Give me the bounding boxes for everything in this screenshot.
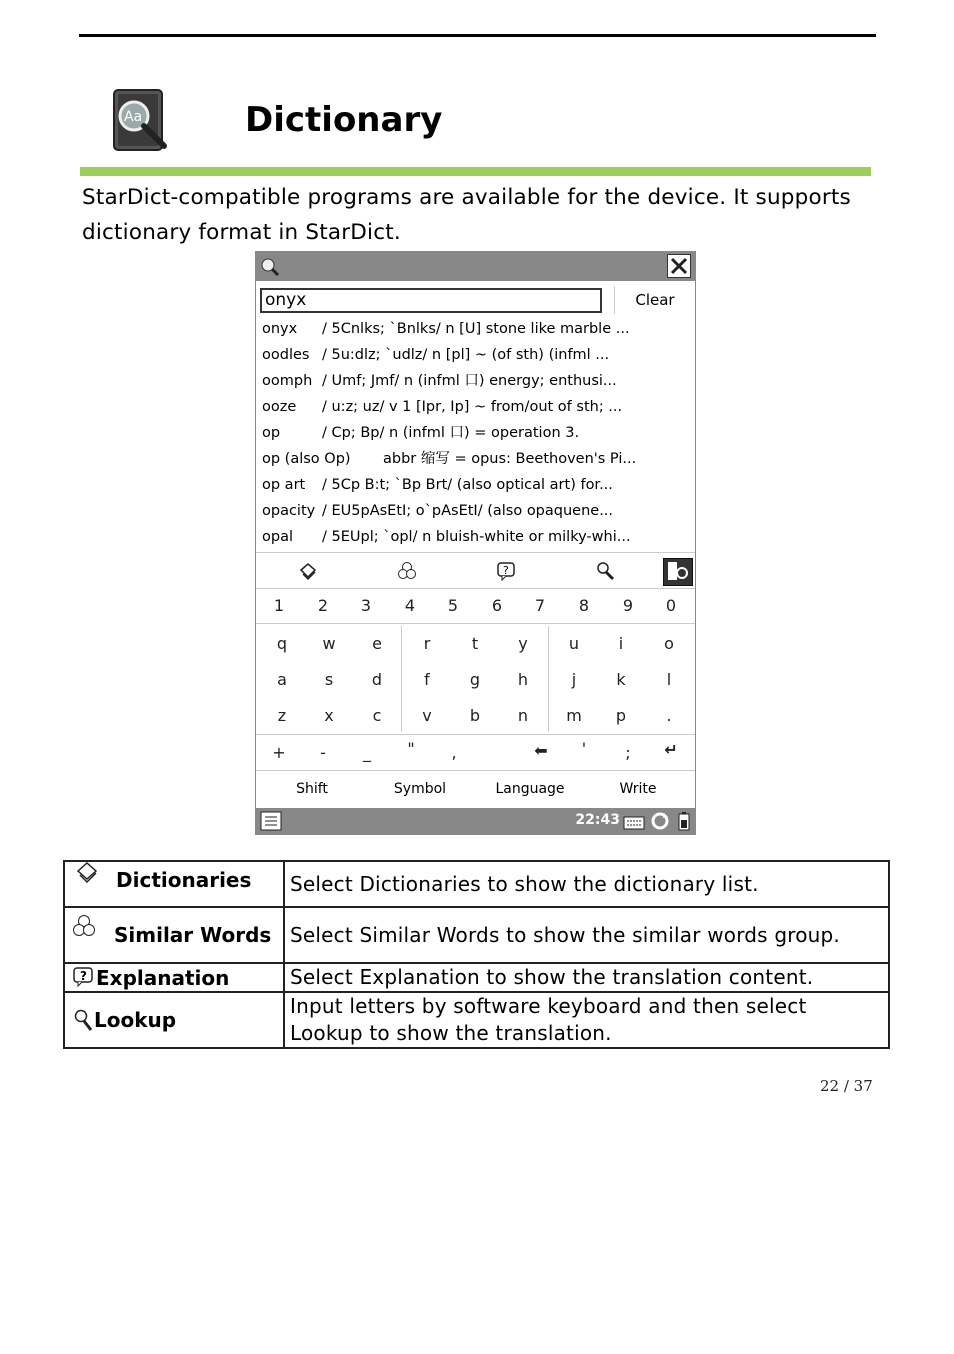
key-s[interactable]: s	[324, 670, 334, 689]
explanation-icon[interactable]	[496, 561, 516, 581]
key-o[interactable]: o	[664, 634, 674, 653]
status-bar	[256, 808, 695, 834]
table-row	[64, 992, 889, 1048]
key-8[interactable]: 8	[578, 596, 590, 615]
result-word: opal	[262, 529, 293, 545]
key-apostrophe[interactable]: '	[581, 739, 587, 758]
key-h[interactable]: h	[517, 670, 529, 689]
table-item-label: Similar Words	[114, 923, 272, 947]
key-t[interactable]: t	[471, 634, 479, 653]
dictionary-small-icon	[260, 257, 280, 281]
list-item[interactable]	[262, 368, 617, 394]
similar-words-icon	[72, 914, 96, 943]
dictionaries-icon	[75, 860, 99, 889]
similar-words-icon[interactable]	[397, 561, 417, 581]
key-semicolon[interactable]: ;	[625, 743, 631, 762]
table-item-label: Lookup	[94, 1008, 177, 1032]
menu-icon[interactable]	[260, 811, 282, 835]
top-rule	[79, 34, 876, 37]
list-item[interactable]	[262, 342, 609, 368]
key-v[interactable]: v	[422, 706, 432, 725]
enter-icon[interactable]: ↵	[664, 740, 678, 759]
table-cell-name	[64, 963, 284, 992]
refresh-icon[interactable]	[650, 811, 670, 835]
key-underscore[interactable]: _	[363, 743, 371, 762]
key-0[interactable]: 0	[665, 596, 677, 615]
list-item[interactable]	[262, 446, 636, 472]
result-definition: / 5Cp B:t; `Bp Brt/ (also optical art) for...	[322, 477, 613, 493]
key-z[interactable]: z	[277, 706, 287, 725]
result-word: ooze	[262, 399, 297, 415]
result-word: op art	[262, 477, 306, 493]
key-q[interactable]: q	[276, 634, 288, 653]
key-d[interactable]: d	[371, 670, 383, 689]
clock: 22:43	[575, 812, 620, 828]
device-screenshot	[256, 252, 695, 834]
language-key[interactable]: Language	[495, 781, 565, 797]
key-i[interactable]: i	[618, 634, 624, 653]
key-divider	[401, 626, 402, 732]
svg-text:?: ?	[80, 969, 87, 983]
key-b[interactable]: b	[469, 706, 481, 725]
key-y[interactable]: y	[518, 634, 528, 653]
table-cell-name	[64, 861, 284, 907]
table-item-label: Explanation	[96, 965, 230, 990]
key-5[interactable]: 5	[447, 596, 459, 615]
key-x[interactable]: x	[324, 706, 334, 725]
list-item[interactable]	[262, 472, 613, 498]
key-e[interactable]: e	[372, 634, 382, 653]
key-6[interactable]: 6	[491, 596, 503, 615]
key-3[interactable]: 3	[360, 596, 372, 615]
list-item[interactable]	[262, 498, 613, 524]
result-word: op	[262, 425, 281, 441]
table-item-label: Dictionaries	[116, 868, 252, 892]
keyboard-toggle-icon[interactable]	[663, 558, 693, 586]
table-cell-desc: Select Explanation to show the translation content.	[284, 963, 889, 992]
page-number: 22 / 37	[820, 1077, 873, 1095]
device-title-bar	[256, 252, 695, 281]
device-toolbar	[256, 552, 695, 589]
table-cell-name	[64, 907, 284, 963]
key-k[interactable]: k	[616, 670, 626, 689]
result-word: onyx	[262, 321, 298, 337]
table-row	[64, 907, 889, 963]
feature-table	[63, 860, 890, 1049]
search-input[interactable]: onyx	[260, 288, 602, 313]
list-item[interactable]	[262, 524, 631, 550]
keyboard-icon[interactable]	[623, 813, 645, 835]
svg-text:?: ?	[503, 564, 509, 577]
number-key-row	[256, 589, 695, 624]
backspace-icon[interactable]: ⬅	[534, 741, 548, 760]
page-title: Dictionary	[245, 100, 443, 140]
key-w[interactable]: w	[322, 634, 336, 653]
key-n[interactable]: n	[517, 706, 529, 725]
key-quote[interactable]: "	[407, 739, 415, 758]
key-m[interactable]: m	[566, 706, 582, 725]
key-a[interactable]: a	[277, 670, 287, 689]
table-cell-name	[64, 992, 284, 1048]
result-word: oomph	[262, 373, 313, 389]
result-definition: / u:z; uz/ v 1 [Ipr, Ip] ~ from/out of sth; ...	[322, 399, 623, 415]
table-cell-desc: Select Dictionaries to show the dictionary list.	[284, 861, 889, 907]
key-minus[interactable]: -	[320, 743, 326, 762]
letter-keys	[256, 624, 695, 735]
table-row	[64, 861, 889, 907]
list-item[interactable]	[262, 316, 630, 342]
key-g[interactable]: g	[469, 670, 481, 689]
key-r[interactable]: r	[423, 634, 431, 653]
result-word: opacity	[262, 503, 316, 519]
explanation-icon	[72, 966, 94, 993]
key-4[interactable]: 4	[404, 596, 416, 615]
key-p[interactable]: p	[615, 706, 627, 725]
list-item[interactable]	[262, 420, 579, 446]
key-plus[interactable]: +	[272, 743, 286, 762]
battery-icon	[677, 811, 691, 835]
key-c[interactable]: c	[372, 706, 382, 725]
key-j[interactable]: j	[571, 670, 577, 689]
key-comma[interactable]: ,	[451, 743, 457, 762]
list-item[interactable]	[262, 394, 622, 420]
key-7[interactable]: 7	[534, 596, 546, 615]
result-word: op (also Op)	[262, 451, 351, 467]
key-f[interactable]: f	[424, 670, 430, 689]
shift-key[interactable]: Shift	[296, 781, 328, 797]
lookup-icon	[73, 1009, 95, 1038]
table-row	[64, 963, 889, 992]
result-word: oodles	[262, 347, 310, 363]
key-9[interactable]: 9	[622, 596, 634, 615]
result-definition: / Cp; Bp/ n (infml 口) = operation 3.	[322, 425, 580, 441]
result-definition: / 5u:dlz; `udlz/ n [pl] ~ (of sth) (infml ...	[322, 347, 610, 363]
table-cell-desc: Select Similar Words to show the similar words group.	[284, 907, 889, 963]
dictionary-app-icon	[112, 88, 170, 154]
dictionaries-icon[interactable]	[298, 561, 318, 581]
accent-bar	[80, 167, 871, 176]
key-l[interactable]: l	[666, 670, 672, 689]
svg-text:Aa: Aa	[124, 109, 143, 125]
result-definition: / 5Cnlks; `Bnlks/ n [U] stone like marble ...	[322, 321, 630, 337]
result-definition: / 5EUpl; `opl/ n bluish-white or milky-whi...	[322, 529, 631, 545]
clear-button[interactable]: Clear	[614, 286, 695, 314]
write-key[interactable]: Write	[619, 781, 657, 797]
result-definition: abbr 缩写 = opus: Beethoven's Pi...	[383, 451, 637, 467]
result-definition: / Umf; Jmf/ n (infml 口) energy; enthusi...	[322, 373, 617, 389]
result-definition: / EU5pAsEtI; o`pAsEtI/ (also opaquene...	[322, 503, 614, 519]
key-period[interactable]: .	[666, 706, 672, 725]
table-cell-desc: Input letters by software keyboard and then select Lookup to show the translation.	[284, 992, 889, 1048]
symbol-key[interactable]: Symbol	[393, 781, 447, 797]
key-2[interactable]: 2	[317, 596, 329, 615]
key-1[interactable]: 1	[273, 596, 285, 615]
lookup-icon[interactable]	[595, 561, 615, 581]
function-key-row	[256, 771, 695, 807]
close-icon[interactable]	[667, 254, 691, 278]
key-divider	[548, 626, 549, 732]
intro-paragraph: StarDict-compatible programs are available for the device. It supports dictionary format in StarDict.	[82, 185, 851, 245]
symbol-key-row	[256, 735, 695, 771]
key-u[interactable]: u	[568, 634, 580, 653]
